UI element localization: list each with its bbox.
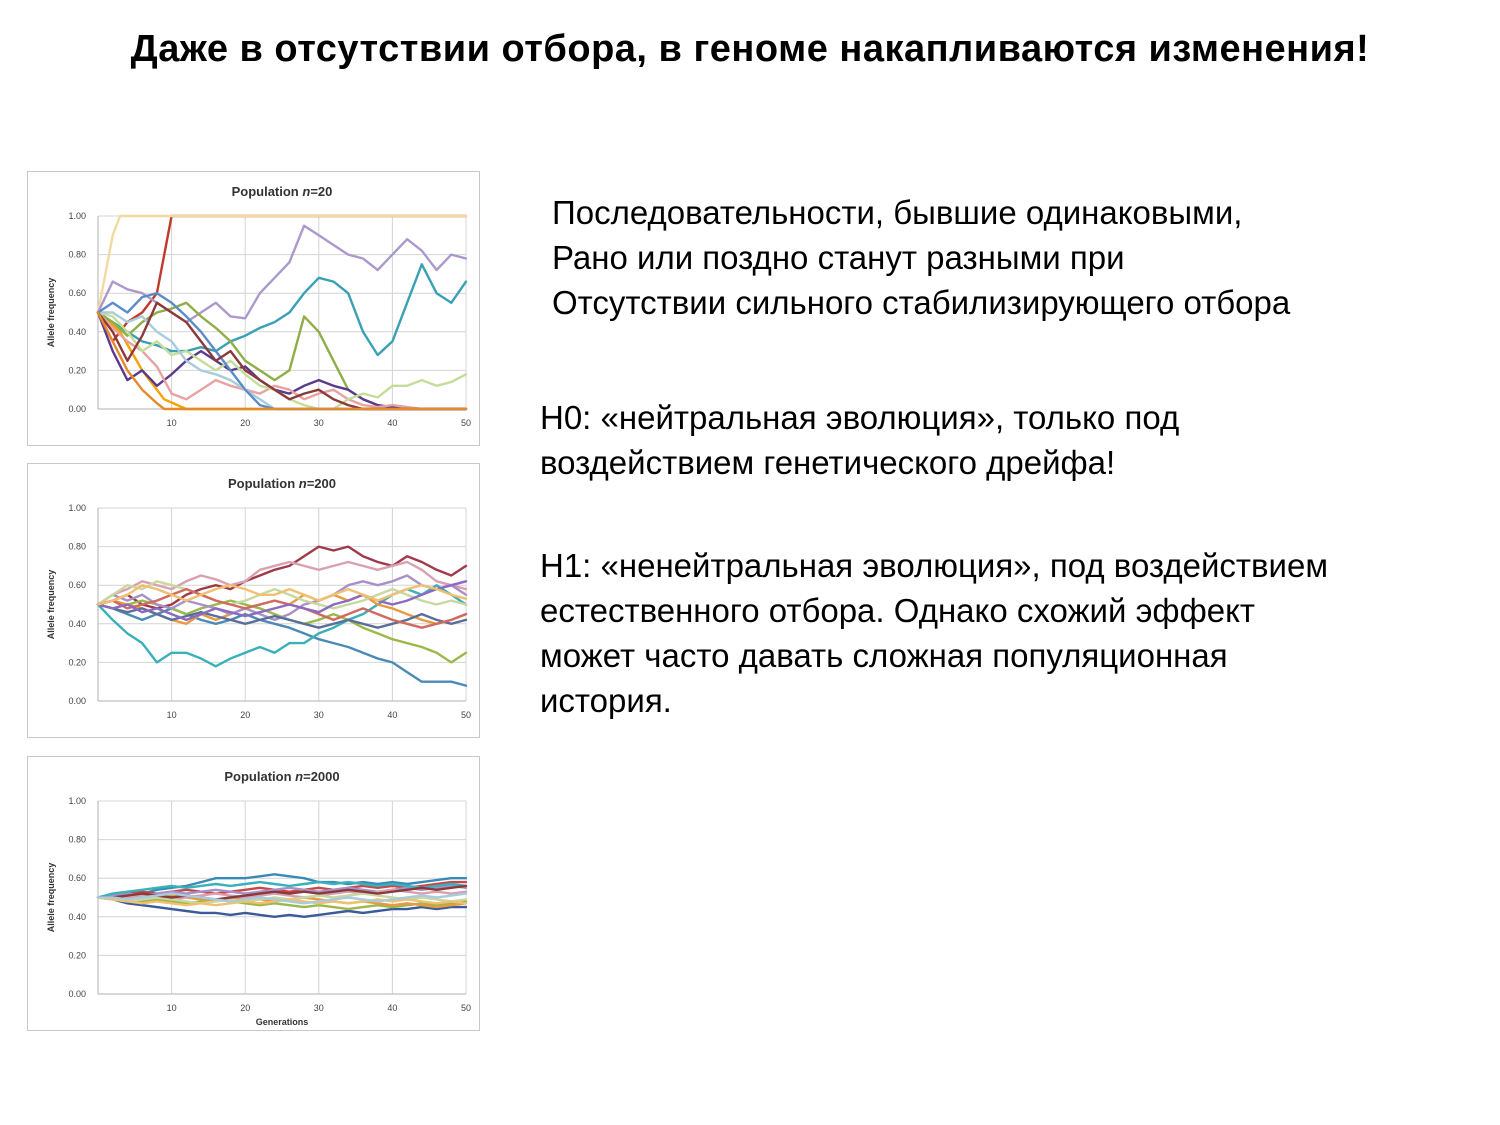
y-axis-label: Allele frequency — [46, 277, 56, 348]
y-tick-label: 0.80 — [68, 249, 86, 260]
chart-panel-n20 — [27, 171, 480, 446]
x-tick-label: 40 — [387, 1003, 398, 1013]
y-tick-label: 0.20 — [68, 950, 86, 961]
x-tick-label: 10 — [166, 710, 177, 720]
intro-line: Отсутствии сильного стабилизирующего отбора — [552, 284, 1291, 321]
h1-line: H1: «ненейтральная эволюция», под воздействием — [540, 547, 1329, 584]
x-tick-label: 30 — [313, 418, 324, 428]
y-tick-label: 0.00 — [68, 696, 86, 706]
h0-line: воздействием генетического дрейфа! — [540, 444, 1116, 481]
y-tick-label: 0.00 — [68, 404, 86, 414]
h1-text — [540, 543, 1328, 723]
y-tick-label: 0.40 — [68, 618, 86, 629]
chart-title: Population n=200 — [227, 476, 337, 491]
y-tick-label: 0.40 — [68, 326, 86, 337]
x-tick-label: 50 — [460, 1003, 472, 1013]
y-tick-label: 0.60 — [68, 873, 86, 884]
y-tick-label: 0.20 — [68, 365, 86, 376]
y-tick-label: 1.00 — [68, 211, 86, 221]
y-axis-label: Allele frequency — [46, 862, 56, 933]
y-tick-label: 0.60 — [68, 580, 86, 591]
intro-text — [552, 190, 1290, 325]
y-tick-label: 0.60 — [68, 288, 86, 299]
x-tick-label: 20 — [240, 710, 251, 720]
h1-line: история. — [540, 682, 672, 719]
x-tick-label: 30 — [313, 710, 324, 720]
y-tick-label: 0.80 — [68, 834, 86, 845]
x-tick-label: 10 — [166, 418, 177, 428]
x-tick-label: 40 — [387, 710, 398, 720]
x-axis-label: Generations — [255, 1017, 309, 1027]
y-axis-label: Allele frequency — [46, 569, 56, 640]
chart-title: Population n=20 — [231, 184, 333, 199]
x-tick-label: 50 — [460, 710, 472, 720]
x-tick-label: 30 — [313, 1003, 324, 1013]
chart-panel-n2000 — [27, 756, 480, 1031]
h0-text — [540, 395, 1179, 485]
h1-line: естественного отбора. Однако схожий эффект — [540, 592, 1255, 629]
slide-title: Даже в отсутствии отбора, в геноме накапливаются изменения! — [130, 28, 1370, 70]
series-line-4 — [98, 226, 466, 322]
intro-line: Рано или поздно станут разными при — [552, 239, 1125, 276]
x-tick-label: 20 — [240, 418, 251, 428]
x-tick-label: 20 — [240, 1003, 251, 1013]
h1-line: может часто давать сложная популяционная — [540, 637, 1228, 674]
y-tick-label: 0.00 — [68, 989, 86, 999]
h0-line: H0: «нейтральная эволюция», только под — [540, 399, 1180, 436]
y-tick-label: 0.20 — [68, 657, 86, 668]
chart-n2000 — [28, 757, 481, 1032]
chart-panel-n200 — [27, 463, 480, 738]
y-tick-label: 1.00 — [68, 503, 86, 513]
chart-n20 — [28, 172, 481, 447]
chart-n200 — [28, 464, 481, 739]
y-tick-label: 0.40 — [68, 911, 86, 922]
x-tick-label: 40 — [387, 418, 398, 428]
chart-title: Population n=2000 — [224, 769, 340, 784]
x-tick-label: 10 — [166, 1003, 177, 1013]
series-line-1 — [98, 216, 466, 341]
y-tick-label: 0.80 — [68, 541, 86, 552]
y-tick-label: 1.00 — [68, 796, 86, 806]
intro-line: Последовательности, бывшие одинаковыми, — [552, 194, 1243, 231]
x-tick-label: 50 — [460, 418, 472, 428]
